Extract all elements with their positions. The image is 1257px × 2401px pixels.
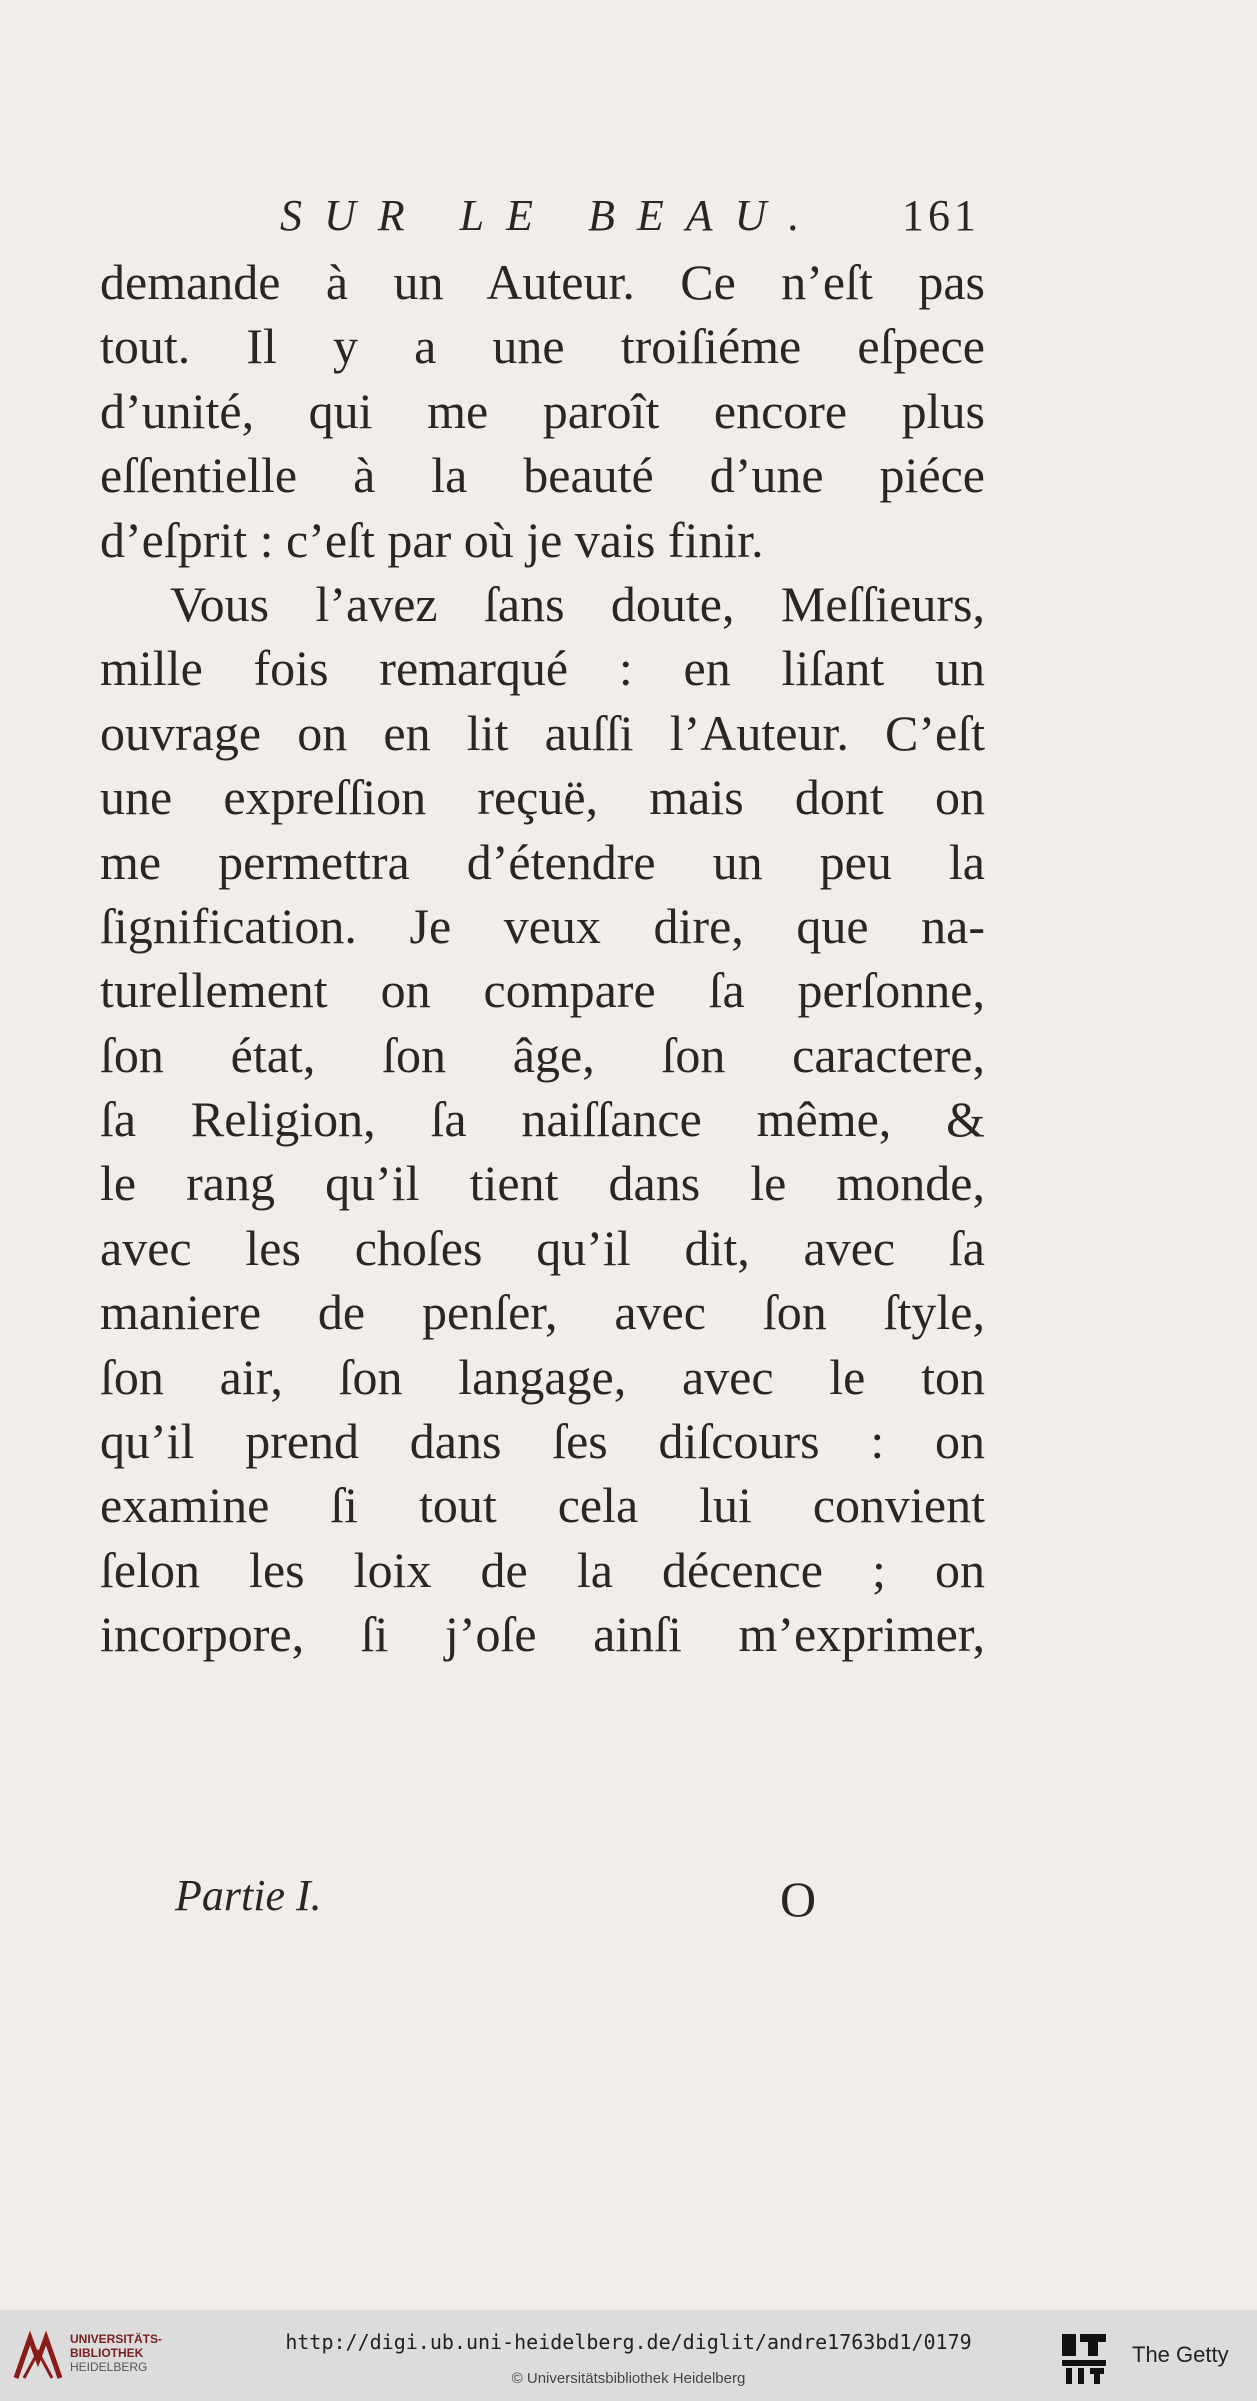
text-line: ſa Religion, ſa naiſſance même, & (100, 1091, 985, 1148)
partner-name: The Getty (1132, 2342, 1229, 2367)
text-line: incorpore, ſi j’oſe ainſi m’exprimer, (100, 1606, 985, 1663)
text-line: ſignification. Je veux dire, que na- (100, 897, 985, 954)
text-line: tout. Il y a une troiſiéme eſpece (100, 318, 985, 375)
page-footer (175, 1870, 855, 1930)
permalink-url[interactable]: http://digi.ub.uni-heidelberg.de/diglit/andre1763bd1/0179 (285, 2330, 972, 2354)
signature-label: Partie I. (175, 1871, 322, 1920)
text-line: qu’il prend dans ſes diſcours : on (100, 1413, 985, 1470)
signature-mark: O (780, 1871, 817, 1927)
page-number: 161 (902, 191, 980, 240)
text-line: maniere de penſer, avec ſon ſtyle, (100, 1284, 985, 1341)
text-line: ſelon les loix de la décence ; on (100, 1541, 985, 1598)
viewer-footer-bar (0, 2310, 1257, 2401)
copyright-notice: © Universitätsbibliothek Heidelberg (511, 2370, 746, 2387)
running-header (280, 190, 980, 250)
text-line: eſſentielle à la beauté d’une piéce (100, 447, 985, 504)
text-line: mille fois remarqué : en liſant un (100, 640, 985, 697)
text-line: une expreſſion reçuë, mais dont on (100, 769, 985, 826)
text-line: avec les choſes qu’il dit, avec ſa (100, 1219, 985, 1276)
text-line: d’eſprit : c’eſt par où je vais finir. (100, 511, 764, 568)
text-line: le rang qu’il tient dans le monde, (100, 1155, 985, 1212)
text-line: demande à un Auteur. Ce n’eſt pas (100, 254, 985, 310)
text-line: examine ſi tout cela lui convient (100, 1477, 985, 1534)
text-line: ouvrage on en lit auſſi l’Auteur. C’eſt (100, 704, 985, 761)
text-line: ſon état, ſon âge, ſon caractere, (100, 1026, 985, 1083)
text-line: me permettra d’étendre un peu la (100, 833, 985, 890)
getty-logo-icon (1058, 2330, 1110, 2386)
text-line: d’unité, qui me paroît encore plus (100, 382, 985, 439)
page-body (100, 250, 985, 1667)
library-name: UNIVERSITÄTS- BIBLIOTHEK HEIDELBERG (70, 2332, 163, 2374)
text-line: ſon air, ſon langage, avec le ton (100, 1348, 985, 1405)
text-line: turellement on compare ſa perſonne, (100, 962, 985, 1019)
text-line: Vous l’avez ſans doute, Meſſieurs, (170, 575, 985, 632)
running-title: SUR LE BEAU. (280, 191, 822, 240)
